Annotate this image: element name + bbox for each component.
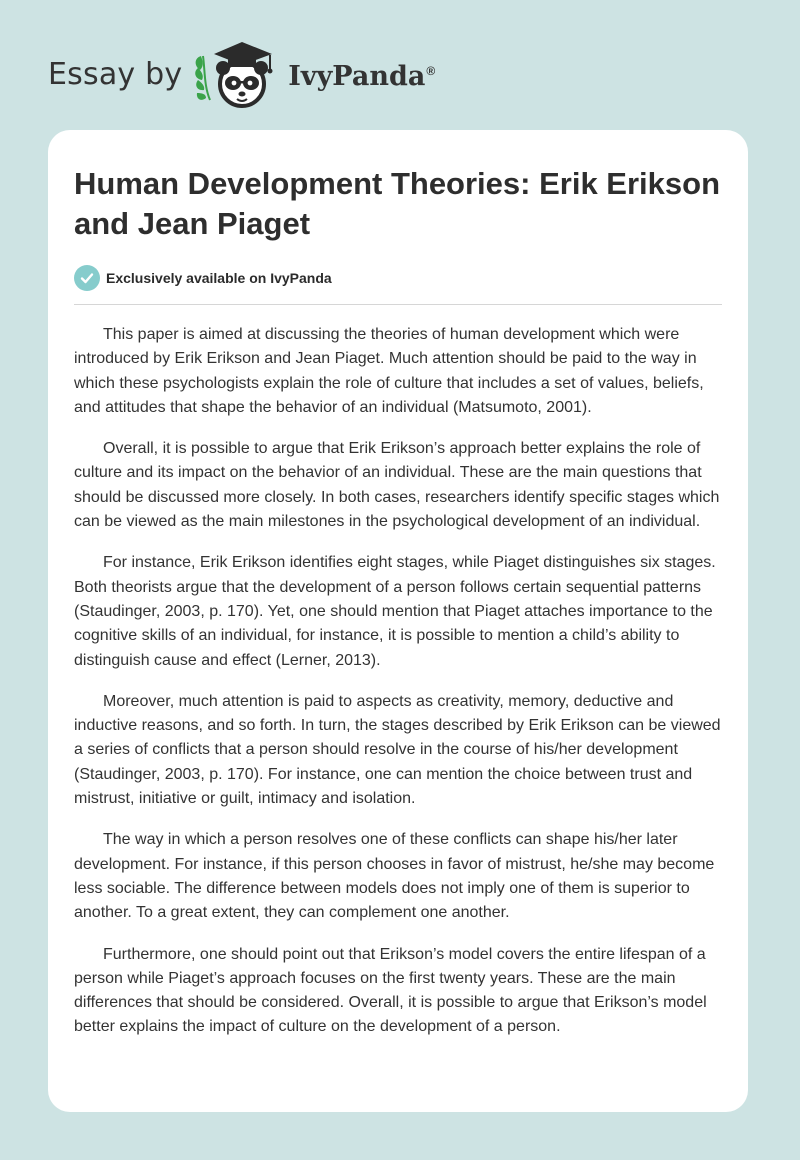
paragraph: Overall, it is possible to argue that Erik Erikson’s approach better explains the role of culture and its impact on the behavior of an individual. These are the main questions that should be discussed more closely. In both cases, researchers identify specific stages which can be viewed as the main milestones in the psychological development of an individual. — [74, 440, 720, 531]
paragraph: Furthermore, one should point out that Erikson’s model covers the entire lifespan of a person while Piaget’s approach focuses on the first twenty years. These are the main differences that should be considered. Overall, it is possible to argue that Erikson’s model better explains the impact of culture on the development of a person. — [74, 945, 707, 1036]
paragraph: The way in which a person resolves one of these conflicts can shape his/her later development. For instance, if this person chooses in favor of mistrust, he/she may become less sociable. The difference between models does not imply one of them is superior to another. To a great extent, they can complement one another. — [74, 831, 715, 922]
essay-title: Human Development Theories: Erik Erikson and Jean Piaget — [74, 166, 721, 241]
check-icon — [74, 265, 100, 291]
badge-label: Exclusively available on IvyPanda — [106, 270, 332, 286]
essay-card — [48, 130, 748, 1112]
exclusive-badge — [74, 265, 722, 291]
paragraph: Moreover, much attention is paid to aspects as creativity, memory, deductive and inductive reasons, and so forth. In turn, the stages described by Erik Erikson can be viewed a series of conflicts that a person should resolve in the course of his/her development (Staudinger, 2003, p. 170). For instance, one can mention the choice between trust and mistrust, initiative or guilt, intimacy and isolation. — [74, 692, 721, 808]
paragraph: This paper is aimed at discussing the theories of human development which were introduced by Erik Erikson and Jean Piaget. Much attention should be paid to the way in which these psychologists explain the role of culture that includes a set of values, beliefs, and attitudes that shape the behavior of an individual (Matsumoto, 2001). — [74, 326, 704, 416]
brand-name[interactable]: IvyPanda® — [288, 60, 436, 92]
panda-graduate-icon[interactable] — [192, 36, 286, 112]
essay-body — [74, 323, 722, 1040]
site-header — [48, 34, 435, 114]
divider — [74, 304, 722, 305]
registered-mark: ® — [426, 63, 436, 78]
essay-by-label: Essay by — [48, 56, 183, 92]
paragraph: For instance, Erik Erikson identifies eight stages, while Piaget distinguishes six stages. Both theorists argue that the development of a person follows certain sequential patterns (Staudinger, 2003, p. 170). Yet, one should mention that Piaget attaches importance to the cognitive skills of an individual, for instance, it is possible to mention a child’s ability to distinguish cause and effect (Lerner, 2013). — [74, 554, 716, 669]
